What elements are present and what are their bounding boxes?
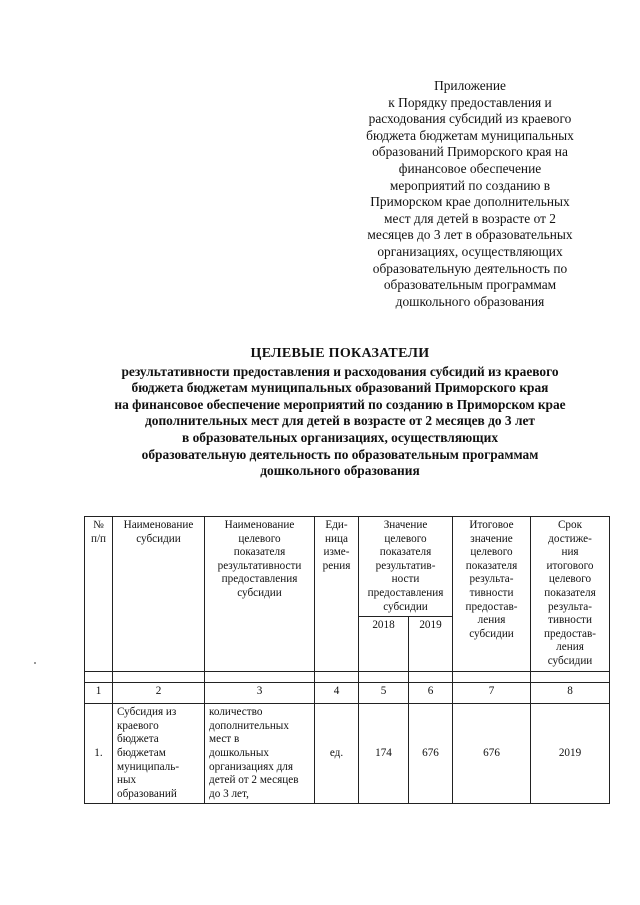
- header-year-2018: 2018: [359, 617, 409, 672]
- appendix-line: Приложение: [434, 78, 506, 93]
- row-num: 1.: [85, 704, 113, 804]
- header-unit: Еди- ница изме- рения: [315, 517, 359, 672]
- col-number: 7: [453, 683, 531, 704]
- col-number: 1: [85, 683, 113, 704]
- col-number: 2: [113, 683, 205, 704]
- appendix-line: финансовое обеспечение: [398, 160, 542, 176]
- appendix-line: образовательную деятельность по: [372, 260, 568, 276]
- table-row: [85, 704, 610, 804]
- appendix-line: месяцев до 3 лет в образовательных: [367, 227, 573, 243]
- row-value-2018: 174: [359, 704, 409, 804]
- appendix-header: [335, 78, 605, 310]
- col-number: 5: [359, 683, 409, 704]
- title-line: дополнительных мест для детей в возрасте от 2 месяцев до 3 лет: [144, 413, 536, 429]
- col-number: 3: [205, 683, 315, 704]
- row-indicator: количество дополнительных мест в дошкольных организациях для детей от 2 месяцев до 3 лет,: [205, 704, 315, 804]
- row-value-2019: 676: [409, 704, 453, 804]
- document-title: [60, 346, 620, 480]
- appendix-line: дошкольного образования: [395, 293, 545, 309]
- indicators-table: [84, 516, 610, 804]
- row-deadline: 2019: [531, 704, 610, 804]
- title-line: образовательную деятельность по образовательным программам: [141, 446, 539, 462]
- row-unit: ед.: [315, 704, 359, 804]
- appendix-line: организациях, осуществляющих: [377, 243, 563, 259]
- header-num: № п/п: [85, 517, 113, 672]
- title-line: на финансовое обеспечение мероприятий по созданию в Приморском крае: [114, 396, 566, 412]
- row-total-value: 676: [453, 704, 531, 804]
- scan-speck: [34, 662, 36, 664]
- appendix-line: бюджета бюджетам муниципальных: [366, 127, 574, 143]
- header-row: [85, 517, 610, 617]
- title-line: дошкольного образования: [260, 463, 420, 479]
- title-main: ЦЕЛЕВЫЕ ПОКАЗАТЕЛИ: [250, 346, 430, 361]
- header-total-value: Итоговое значение целевого показателя результа- тивности предостав- ления субсидии: [453, 517, 531, 672]
- header-year-2019: 2019: [409, 617, 453, 672]
- appendix-line: мероприятий по созданию в: [389, 177, 551, 193]
- header-subsidy-name: Наименование субсидии: [113, 517, 205, 672]
- title-line: бюджета бюджетам муниципальных образований Приморского края: [131, 380, 549, 396]
- appendix-line: образовательным программам: [383, 277, 557, 293]
- row-subsidy: Субсидия из краевого бюджета бюджетам муниципаль- ных образований: [113, 704, 205, 804]
- appendix-line: Приморском крае дополнительных: [370, 194, 570, 210]
- col-number: 8: [531, 683, 610, 704]
- appendix-line: мест для детей в возрасте от 2: [384, 210, 556, 226]
- appendix-line: расходования субсидий из краевого: [368, 111, 572, 127]
- spacer-row: [85, 672, 610, 683]
- appendix-line: образований Приморского края на: [372, 144, 568, 160]
- header-deadline: Срок достиже- ния итогового целевого показателя результа- тивности предостав- ления субсидии: [531, 517, 610, 672]
- header-value: Значение целевого показателя результатив- ности предоставления субсидии: [359, 517, 453, 617]
- title-line: результативности предоставления и расходования субсидий из краевого: [121, 363, 559, 379]
- appendix-line: к Порядку предоставления и: [388, 94, 552, 110]
- col-number: 4: [315, 683, 359, 704]
- title-line: в образовательных организациях, осуществляющих: [181, 429, 499, 445]
- header-indicator-name: Наименование целевого показателя результативности предоставления субсидии: [205, 517, 315, 672]
- column-numbers-row: [85, 683, 610, 704]
- col-number: 6: [409, 683, 453, 704]
